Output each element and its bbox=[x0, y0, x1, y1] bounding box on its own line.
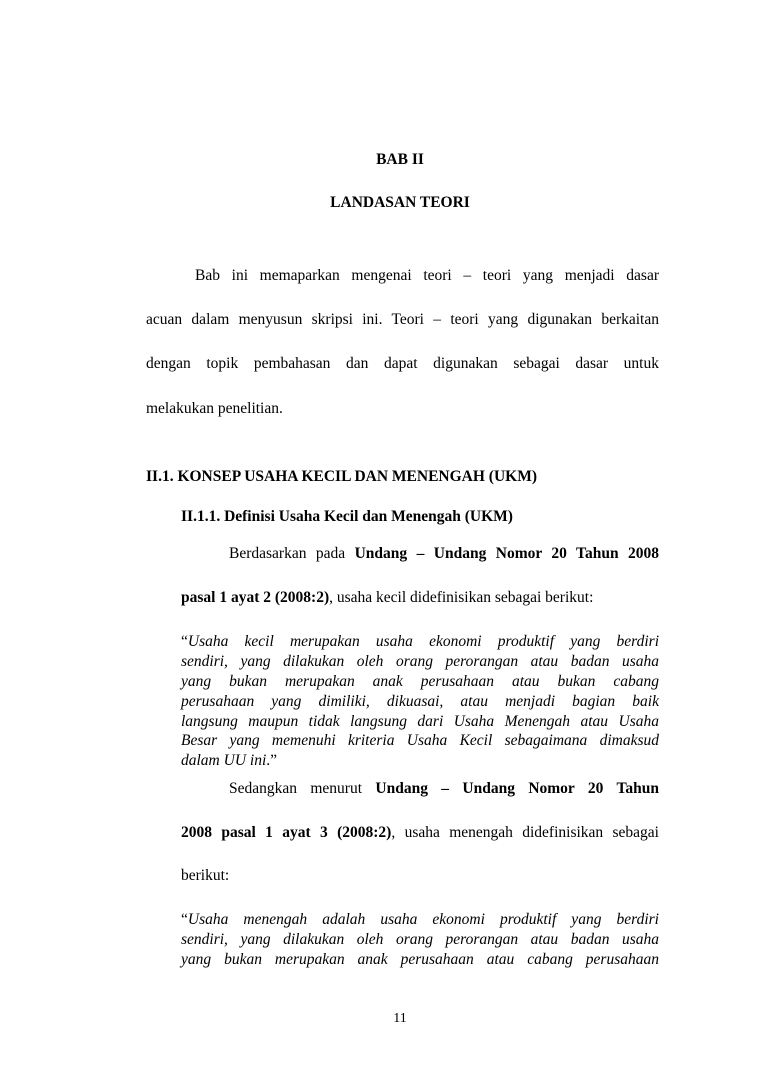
section-heading: II.1. KONSEP USAHA KECIL DAN MENENGAH (UKM) bbox=[146, 468, 537, 485]
quote1-line-1 bbox=[181, 634, 659, 650]
para2-line-2 bbox=[181, 825, 659, 841]
para2-rest: , usaha menengah didefinisikan sebagai bbox=[391, 824, 659, 841]
quote2-line-2: sendiri, yang dilakukan oleh orang perorangan atau badan usaha bbox=[181, 931, 659, 948]
quote1-open: “ bbox=[181, 633, 188, 650]
para2-line-1 bbox=[229, 781, 659, 797]
quote1-line-5: langsung maupun tidak langsung dari Usaha Menengah atau Usaha bbox=[181, 713, 659, 730]
quote1-line-2: sendiri, yang dilakukan oleh orang perorangan atau badan usaha bbox=[181, 653, 659, 670]
quote2-open: “ bbox=[181, 911, 188, 928]
quote1-text-1: Usaha kecil merupakan usaha ekonomi produktif yang berdiri bbox=[187, 633, 659, 650]
intro-line-3: dengan topik pembahasan dan dapat digunakan sebagai dasar untuk bbox=[146, 355, 659, 372]
quote1-line-3: yang bukan merupakan anak perusahaan atau bukan cabang bbox=[181, 673, 659, 690]
quote1-line-6: Besar yang memenuhi kriteria Usaha Kecil sebagaimana dimaksud bbox=[181, 732, 659, 749]
para2-prefix: Sedangkan menurut bbox=[229, 780, 376, 797]
intro-line-1: Bab ini memaparkan mengenai teori – teori yang menjadi dasar bbox=[195, 267, 659, 284]
quote1-close: .” bbox=[266, 752, 278, 769]
para1-line-1 bbox=[229, 546, 659, 562]
para1-law-ref: pasal 1 ayat 2 (2008:2) bbox=[181, 589, 330, 606]
quote2-text-1: Usaha menengah adalah usaha ekonomi produktif yang berdiri bbox=[187, 911, 659, 928]
chapter-title: LANDASAN TEORI bbox=[330, 194, 470, 211]
para1-rest: , usaha kecil didefinisikan sebagai berikut: bbox=[329, 589, 594, 606]
quote1-line-7 bbox=[181, 753, 277, 769]
para1-prefix: Berdasarkan pada bbox=[229, 545, 355, 562]
para2-law-ref: 2008 pasal 1 ayat 3 (2008:2) bbox=[181, 824, 392, 841]
quote1-line-4: perusahaan yang dimiliki, dikuasai, atau menjadi bagian baik bbox=[181, 693, 659, 710]
para1-line-2 bbox=[181, 590, 593, 606]
para1-law: Undang – Undang Nomor 20 Tahun 2008 bbox=[354, 545, 659, 562]
quote2-line-1 bbox=[181, 912, 659, 928]
para2-line-3: berikut: bbox=[181, 867, 230, 884]
chapter-number: BAB II bbox=[376, 151, 424, 168]
subsection-heading: II.1.1. Definisi Usaha Kecil dan Menengah (UKM) bbox=[181, 508, 513, 525]
page-number: 11 bbox=[393, 1011, 407, 1026]
intro-line-2: acuan dalam menyusun skripsi ini. Teori – teori yang digunakan berkaitan bbox=[146, 311, 659, 328]
para2-law: Undang – Undang Nomor 20 Tahun bbox=[375, 780, 659, 797]
quote2-line-3: yang bukan merupakan anak perusahaan atau cabang perusahaan bbox=[181, 951, 659, 968]
intro-line-4: melakukan penelitian. bbox=[146, 400, 283, 417]
quote1-text-7: dalam UU ini bbox=[181, 752, 267, 769]
